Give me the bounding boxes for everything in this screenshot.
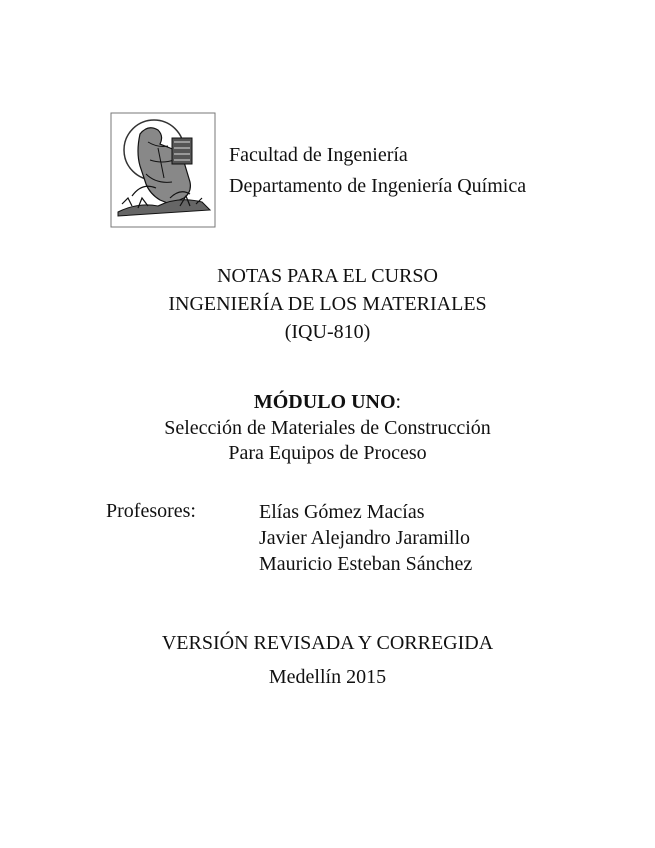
course-title: INGENIERÍA DE LOS MATERIALES xyxy=(168,293,487,315)
department-name: Departamento de Ingeniería Química xyxy=(229,175,527,197)
module-subtitle-2: Para Equipos de Proceso xyxy=(228,442,427,464)
professors-list xyxy=(259,499,472,577)
professor-name: Elías Gómez Macías xyxy=(259,501,425,523)
professors-label: Profesores: xyxy=(106,500,196,522)
course-code: (IQU-810) xyxy=(284,321,371,343)
module-subtitle-1: Selección de Materiales de Construcción xyxy=(164,417,491,439)
module-title-colon: : xyxy=(395,391,402,413)
place-date: Medellín 2015 xyxy=(268,666,387,688)
university-logo xyxy=(110,112,216,228)
module-title xyxy=(0,390,655,414)
version-note: VERSIÓN REVISADA Y CORREGIDA xyxy=(161,632,494,654)
professor-name: Javier Alejandro Jaramillo xyxy=(259,527,471,549)
module-title-bold: MÓDULO UNO xyxy=(253,391,396,413)
course-heading: NOTAS PARA EL CURSO xyxy=(217,265,438,287)
professor-name: Mauricio Esteban Sánchez xyxy=(259,553,473,575)
faculty-name: Facultad de Ingeniería xyxy=(229,144,408,166)
